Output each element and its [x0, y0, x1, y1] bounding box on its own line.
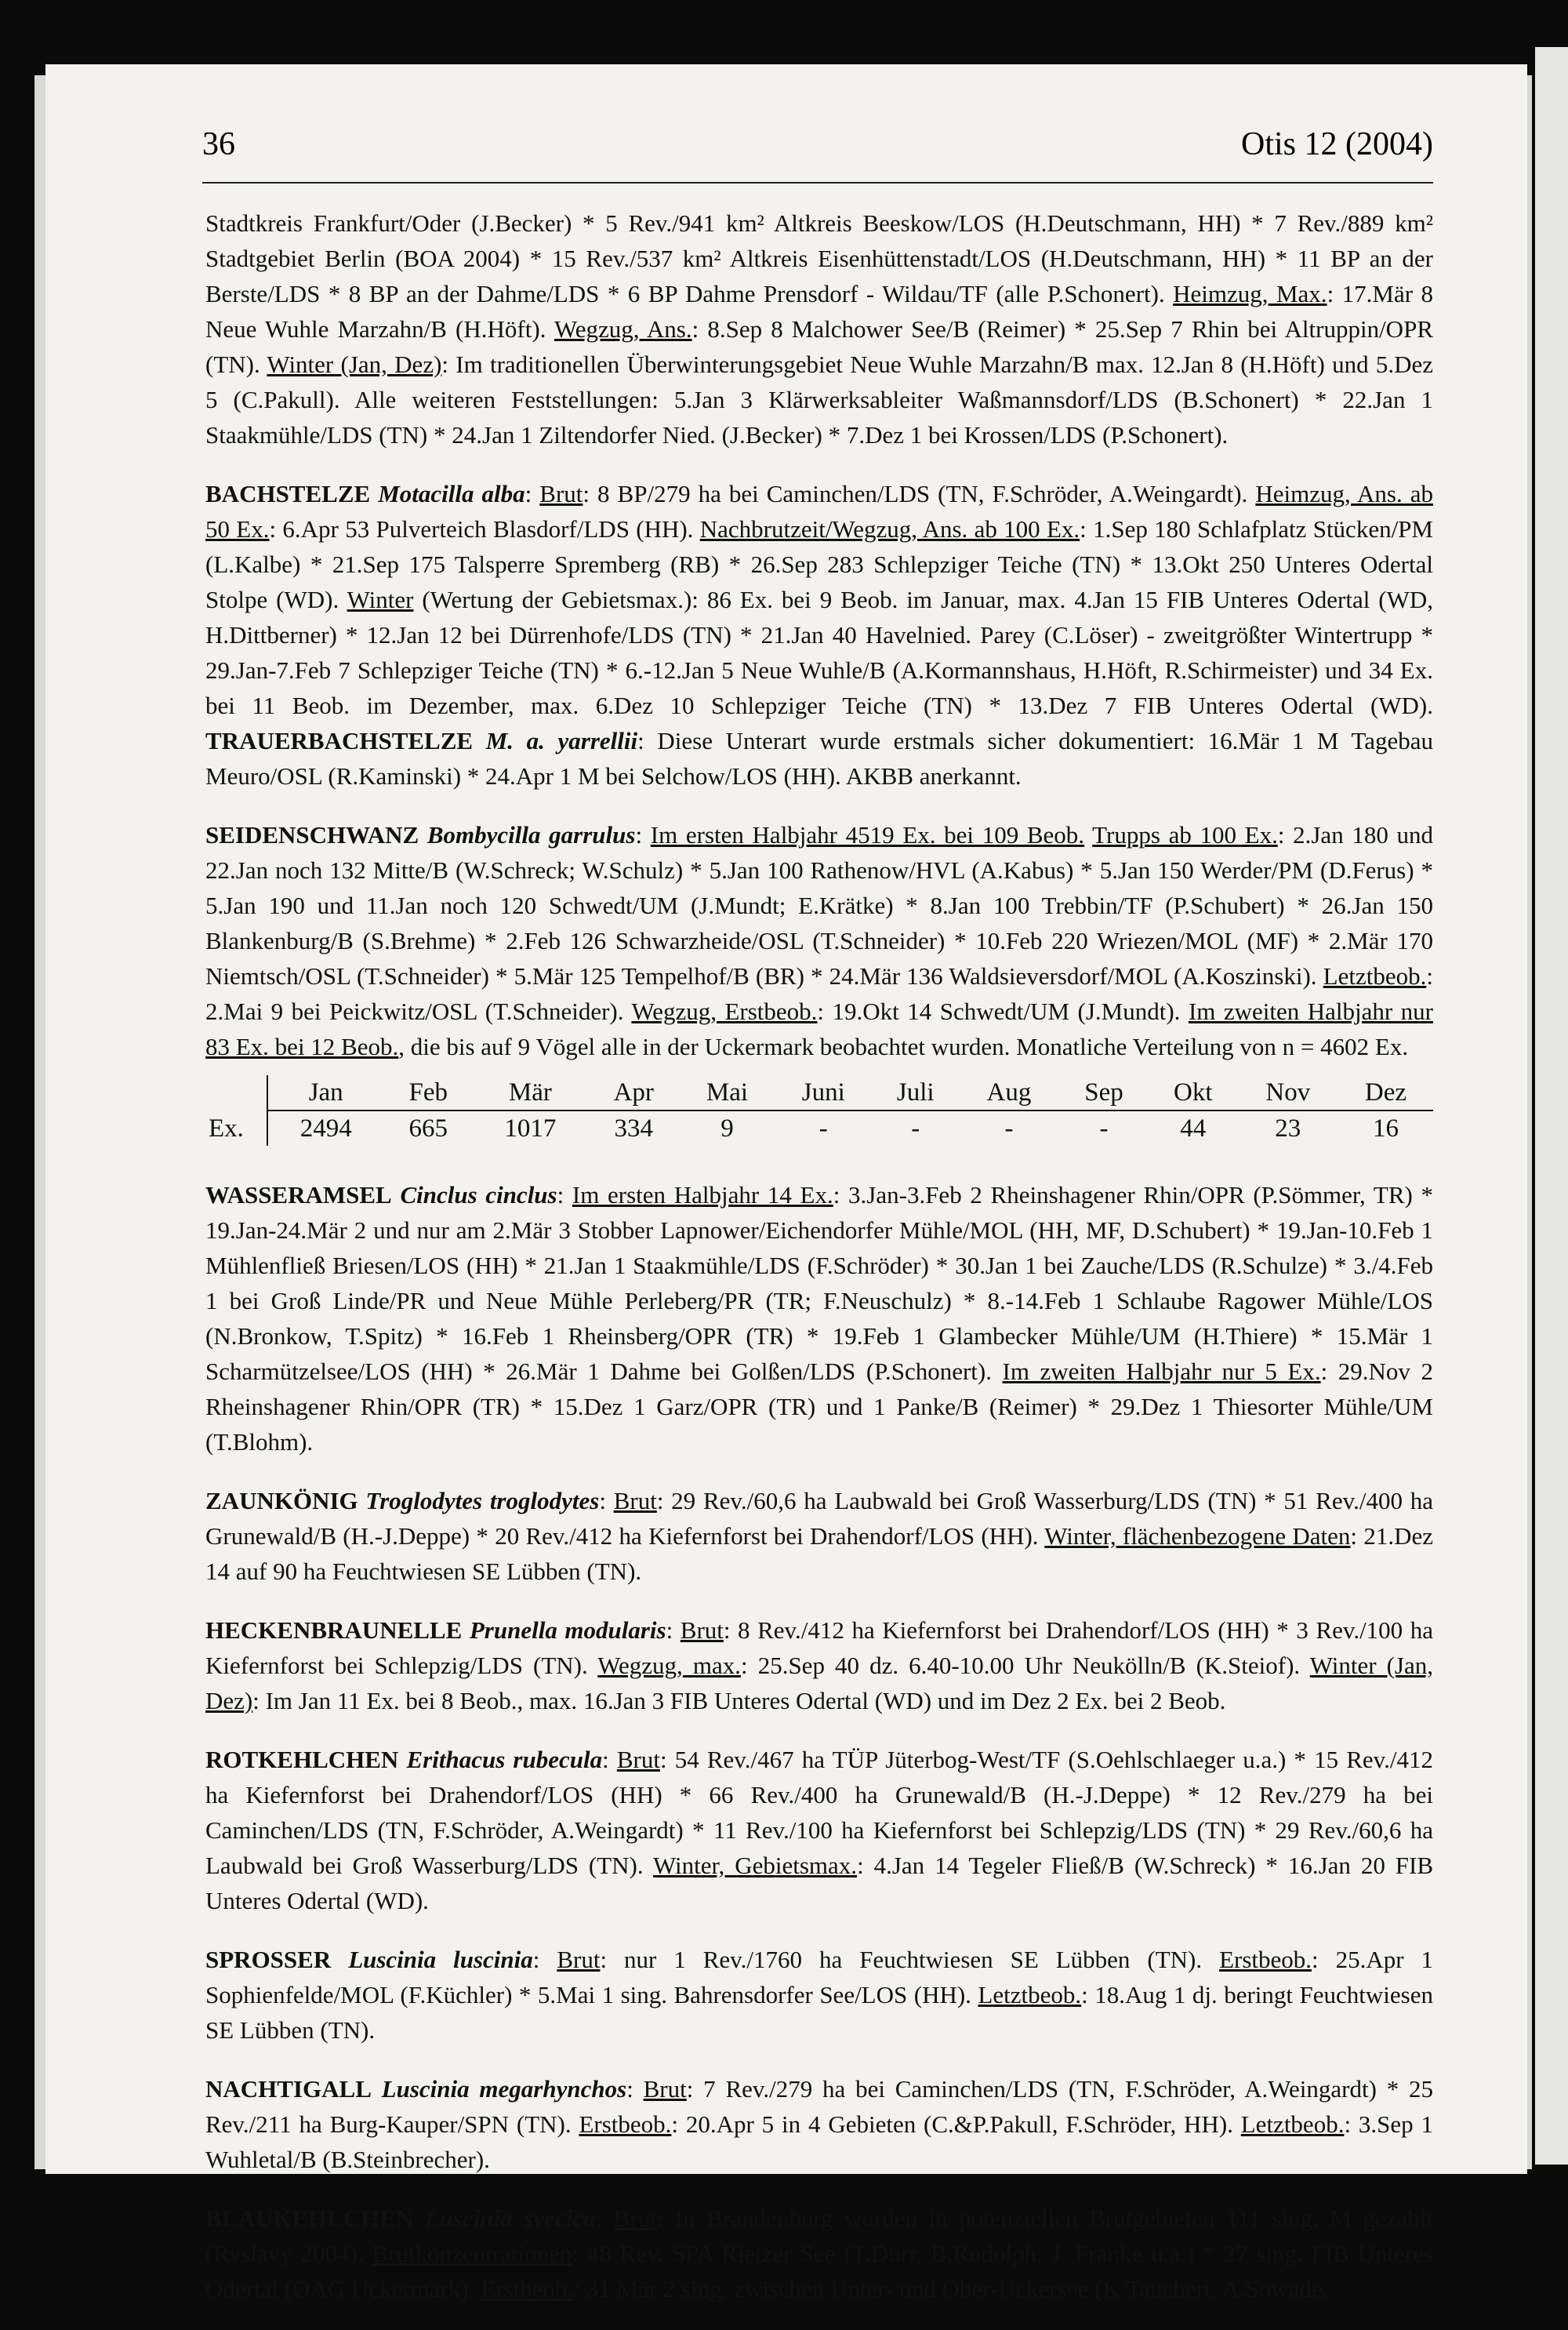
- species-name: BLAUKEHLCHEN: [205, 2205, 414, 2232]
- table-cell: 2494: [299, 1114, 352, 1143]
- table-cell: 23: [1275, 1114, 1301, 1143]
- month-header: Juli: [873, 1075, 959, 1110]
- species-latin: M. a. yarrellii: [485, 727, 638, 754]
- table-row: [205, 1110, 1433, 1146]
- species-latin: Luscinia luscinia: [348, 1946, 533, 1973]
- table-cell: 9: [720, 1114, 734, 1143]
- table-cell: -: [818, 1114, 828, 1143]
- species-latin: Erithacus rubecula: [406, 1746, 603, 1773]
- table-cell: -: [1099, 1114, 1109, 1143]
- table-cell: 665: [408, 1114, 448, 1143]
- species-name: ZAUNKÖNIG: [205, 1487, 358, 1514]
- species-seidenschwanz: SEIDENSCHWANZ Bombycilla garrulus: Im ersten Halbjahr 4519 Ex. bei 109 Beob. Trupps ab 100 Ex.: 2.Jan 180 und 22.Jan noch 132 Mitte/B (W.Schreck; W.Schulz) * 5.Jan 100 Rathenow/HVL (A.Kabus) * 5.Jan 150 Werder/PM (D.Ferus) * 5.Jan 190 und 11.Jan noch 120 Schwedt/UM (J.Mundt; E.Krätke) * 8.Jan 100 Trebbin/TF (P.Schubert) * 26.Jan 150 Blankenburg/B (S.Brehme) * 2.Feb 126 Schwarzheide/OSL (T.Schneider) * 10.Feb 220 Wriezen/MOL (MF) * 2.Mär 170 Niemtsch/OSL (T.Schneider) * 5.Mär 125 Tempelhof/B (BR) * 24.Mär 136 Waldsieversdorf/MOL (A.Koszinski). Letztbeob.: 2.Mai 9 bei Peickwitz/OSL (T.Schneider). Wegzug, Erstbeob.: 19.Okt 14 Schwedt/UM (J.Mundt). Im zweiten Halbjahr nur 83 Ex. bei 12 Beob., die bis auf 9 Vögel alle in der Uckermark beobachtet wurden. Monatliche Verteilung von n = 4602 Ex.: [205, 821, 1434, 1060]
- species-name: WASSERAMSEL: [205, 1181, 392, 1209]
- species-rotkehlchen: ROTKEHLCHEN Erithacus rubecula: Brut: 54 Rev./467 ha TÜP Jüterbog-West/TF (S.Oehlschlaeger u.a.) * 15 Rev./412 ha Kiefernforst bei Drahendorf/LOS (HH) * 66 Rev./400 ha Grunewald/B (H.-J.Deppe) * 12 Rev./279 ha bei Caminchen/LDS (TN, F.Schröder, A.Weingardt) * 11 Rev./100 ha Kiefernforst bei Schlepzig/LDS (TN) * 29 Rev./60,6 ha Laubwald bei Groß Wasserburg/LDS (TN). Winter, Gebietsmax.: 4.Jan 14 Tegeler Fließ/B (W.Schreck) * 16.Jan 20 FIB Unteres Odertal (WD).: [205, 1746, 1434, 1914]
- month-header: Okt: [1149, 1075, 1238, 1110]
- page-number: 36: [202, 126, 235, 162]
- month-header: Feb: [383, 1075, 473, 1110]
- table-header-row: [205, 1075, 1433, 1110]
- species-latin: Cinclus cinclus: [400, 1181, 557, 1209]
- species-bachstelze: BACHSTELZE Motacilla alba: Brut: 8 BP/279 ha bei Caminchen/LDS (TN, F.Schröder, A.Weingardt). Heimzug, Ans. ab 50 Ex.: 6.Apr 53 Pulverteich Blasdorf/LDS (HH). Nachbrutzeit/Wegzug, Ans. ab 100 Ex.: 1.Sep 180 Schlafplatz Stücken/PM (L.Kalbe) * 21.Sep 175 Talsperre Spremberg (RB) * 26.Sep 283 Schlepziger Teiche (TN) * 13.Okt 250 Unteres Odertal Stolpe (WD). Winter (Wertung der Gebietsmax.): 86 Ex. bei 9 Beob. im Januar, max. 4.Jan 15 FIB Unteres Odertal (WD, H.Dittberner) * 12.Jan 12 bei Dürrenhofe/LDS (TN) * 21.Jan 40 Havelnied. Parey (C.Löser) - zweitgrößter Wintertrupp * 29.Jan-7.Feb 7 Schlepziger Teiche (TN) * 6.-12.Jan 5 Neue Wuhle/B (A.Kormannshaus, H.Höft, R.Schirmeister) und 34 Ex. bei 11 Beob. im Dezember, max. 6.Dez 10 Schlepziger Teiche (TN) * 13.Dez 7 FIB Unteres Odertal (WD). TRAUERBACHSTELZE M. a. yarrellii: Diese Unterart wurde erstmals sicher dokumentiert: 16.Mär 1 M Tagebau Meuro/OSL (R.Kaminski) * 24.Apr 1 M bei Selchow/LOS (HH). AKBB anerkannt.: [205, 480, 1434, 790]
- species-sprosser: SPROSSER Luscinia luscinia: Brut: nur 1 Rev./1760 ha Feuchtwiesen SE Lübben (TN). Erstbeob.: 25.Apr 1 Sophienfelde/MOL (F.Küchler) * 5.Mai 1 sing. Bahrensdorfer See/LOS (HH). Letztbeob.: 18.Aug 1 dj. beringt Feuchtwiesen SE Lübben (TN).: [205, 1946, 1433, 2044]
- month-header: Mär: [473, 1075, 587, 1110]
- month-header: Dez: [1338, 1075, 1433, 1110]
- table-cell: 44: [1180, 1114, 1207, 1143]
- species-name: ROTKEHLCHEN: [205, 1746, 399, 1773]
- month-header: Juni: [775, 1075, 873, 1110]
- species-latin: Prunella modularis: [469, 1616, 666, 1644]
- table-cell: 334: [614, 1114, 653, 1143]
- species-latin: Troglodytes troglodytes: [365, 1487, 600, 1514]
- species-wasseramsel: WASSERAMSEL Cinclus cinclus: Im ersten Halbjahr 14 Ex.: 3.Jan-3.Feb 2 Rheinshagener Rhin/OPR (P.Sömmer, TR) * 19.Jan-24.Mär 2 und nur am 2.Mär 3 Stobber Lapnower/Eichendorfer Mühle/MOL (HH, MF, D.Schubert) * 19.Jan-10.Feb 1 Mühlenfließ Briesen/LOS (HH) * 21.Jan 1 Staakmühle/LDS (F.Schröder) * 30.Jan 1 bei Zauche/LDS (R.Schulze) * 3./4.Feb 1 bei Groß Linde/PR und Neue Mühle Perleberg/PR (TR; F.Neuschulz) * 8.-14.Feb 1 Schlaube Ragower Mühle/LOS (N.Bronkow, T.Spitz) * 16.Feb 1 Rheinsberg/OPR (TR) * 19.Feb 1 Glambecker Mühle/UM (H.Thiere) * 15.Mär 1 Scharmützelsee/LOS (HH) * 26.Mär 1 Dahme bei Golßen/LDS (P.Schonert). Im zweiten Halbjahr nur 5 Ex.: 29.Nov 2 Rheinshagener Rhin/OPR (TR) * 15.Dez 1 Garz/OPR (TR) und 1 Panke/B (Reimer) * 29.Dez 1 Thiesorter Mühle/UM (T.Blohm).: [205, 1181, 1433, 1456]
- journal-title: Otis 12 (2004): [1241, 126, 1433, 162]
- row-label: Ex.: [205, 1110, 267, 1146]
- monthly-distribution-table: [205, 1075, 1433, 1146]
- species-name: NACHTIGALL: [205, 2075, 372, 2103]
- species-nachtigall: NACHTIGALL Luscinia megarhynchos: Brut: 7 Rev./279 ha bei Caminchen/LDS (TN, F.Schröder, A.Weingardt) * 25 Rev./211 ha Burg-Kauper/SPN (TN). Erstbeob.: 20.Apr 5 in 4 Gebieten (C.&P.Pakull, F.Schröder, HH). Letztbeob.: 3.Sep 1 Wuhletal/B (B.Steinbrecher).: [205, 2075, 1433, 2173]
- journal-page: [45, 64, 1527, 2303]
- species-latin: Motacilla alba: [378, 480, 525, 507]
- next-page-edge: [1535, 47, 1568, 2165]
- table-cell: -: [911, 1114, 920, 1143]
- table-cell: 1017: [504, 1114, 557, 1143]
- article-body: [205, 205, 1433, 2330]
- species-blaukehlchen: BLAUKEHLCHEN Luscinia svecica: Brut: In Brandenburg wurden in potenziellen Brutgebieten 111 sing. M gezählt (Ryslavy 2004). Brutkonzentrationen: 48 Rev. SPA Rietzer See (T.Dürr, B.Rudolph, J. Franke u.a.) * 27 sing. FIB Unteres Odertal (OAG Uckermark). Erstbeob.: 31.Mär 2 sing. zwischen Unter- und Ober-Uckersee (K.Tauchert, A.Sowade,: [205, 2205, 1433, 2303]
- paragraph-intro: Stadtkreis Frankfurt/Oder (J.Becker) * 5 Rev./941 km² Altkreis Beeskow/LOS (H.Deutschmann, HH) * 7 Rev./889 km² Stadtgebiet Berlin (BOA 2004) * 15 Rev./537 km² Altkreis Eisenhüttenstadt/LOS (H.Deutschmann, HH) * 11 BP an der Berste/LDS * 8 BP an der Dahme/LDS * 6 BP Dahme Prensdorf - Wildau/TF (alle P.Schonert). Heimzug, Max.: 17.Mär 8 Neue Wuhle Marzahn/B (H.Höft). Wegzug, Ans.: 8.Sep 8 Malchower See/B (Reimer) * 25.Sep 7 Rhin bei Altruppin/OPR (TN). Winter (Jan, Dez): Im traditionellen Überwinterungsgebiet Neue Wuhle Marzahn/B max. 12.Jan 8 (H.Höft) und 5.Dez 5 (C.Pakull). Alle weiteren Feststellungen: 5.Jan 3 Klärwerksableiter Waßmannsdorf/LDS (B.Schonert) * 22.Jan 1 Staakmühle/LDS (TN) * 24.Jan 1 Ziltendorfer Nied. (J.Becker) * 7.Dez 1 bei Krossen/LDS (P.Schonert).: [205, 209, 1433, 449]
- table-cell: 16: [1372, 1114, 1399, 1143]
- month-header: Sep: [1059, 1075, 1149, 1110]
- month-header: Aug: [959, 1075, 1059, 1110]
- species-name: TRAUERBACHSTELZE: [205, 727, 474, 754]
- month-header: Mai: [680, 1075, 775, 1110]
- species-name: HECKENBRAUNELLE: [205, 1616, 463, 1644]
- table-cell: -: [1004, 1114, 1014, 1143]
- species-zaunkoenig: ZAUNKÖNIG Troglodytes troglodytes: Brut: 29 Rev./60,6 ha Laubwald bei Groß Wasserburg/LDS (TN) * 51 Rev./400 ha Grunewald/B (H.-J.Deppe) * 20 Rev./412 ha Kiefernforst bei Drahendorf/LOS (HH). Winter, flächenbezogene Daten: 21.Dez 14 auf 90 ha Feuchtwiesen SE Lübben (TN).: [205, 1487, 1433, 1585]
- running-header: [202, 111, 1433, 184]
- month-header: Apr: [588, 1075, 680, 1110]
- species-heckenbraunelle: HECKENBRAUNELLE Prunella modularis: Brut: 8 Rev./412 ha Kiefernforst bei Drahendorf/LOS (HH) * 3 Rev./100 ha Kiefernforst bei Schlepzig/LDS (TN). Wegzug, max.: 25.Sep 40 dz. 6.40-10.00 Uhr Neukölln/B (K.Steiof). Winter (Jan, Dez): Im Jan 11 Ex. bei 8 Beob., max. 16.Jan 3 FIB Unteres Odertal (WD) und im Dez 2 Ex. bei 2 Beob.: [205, 1616, 1434, 1714]
- species-name: BACHSTELZE: [205, 480, 371, 507]
- month-header: Jan: [267, 1075, 383, 1110]
- species-name: SEIDENSCHWANZ: [205, 821, 419, 849]
- species-name: SPROSSER: [205, 1946, 332, 1973]
- species-latin: Luscinia megarhynchos: [381, 2075, 627, 2103]
- species-latin: Bombycilla garrulus: [426, 821, 636, 849]
- month-header: Nov: [1238, 1075, 1338, 1110]
- species-latin: Luscinia svecica: [424, 2205, 596, 2232]
